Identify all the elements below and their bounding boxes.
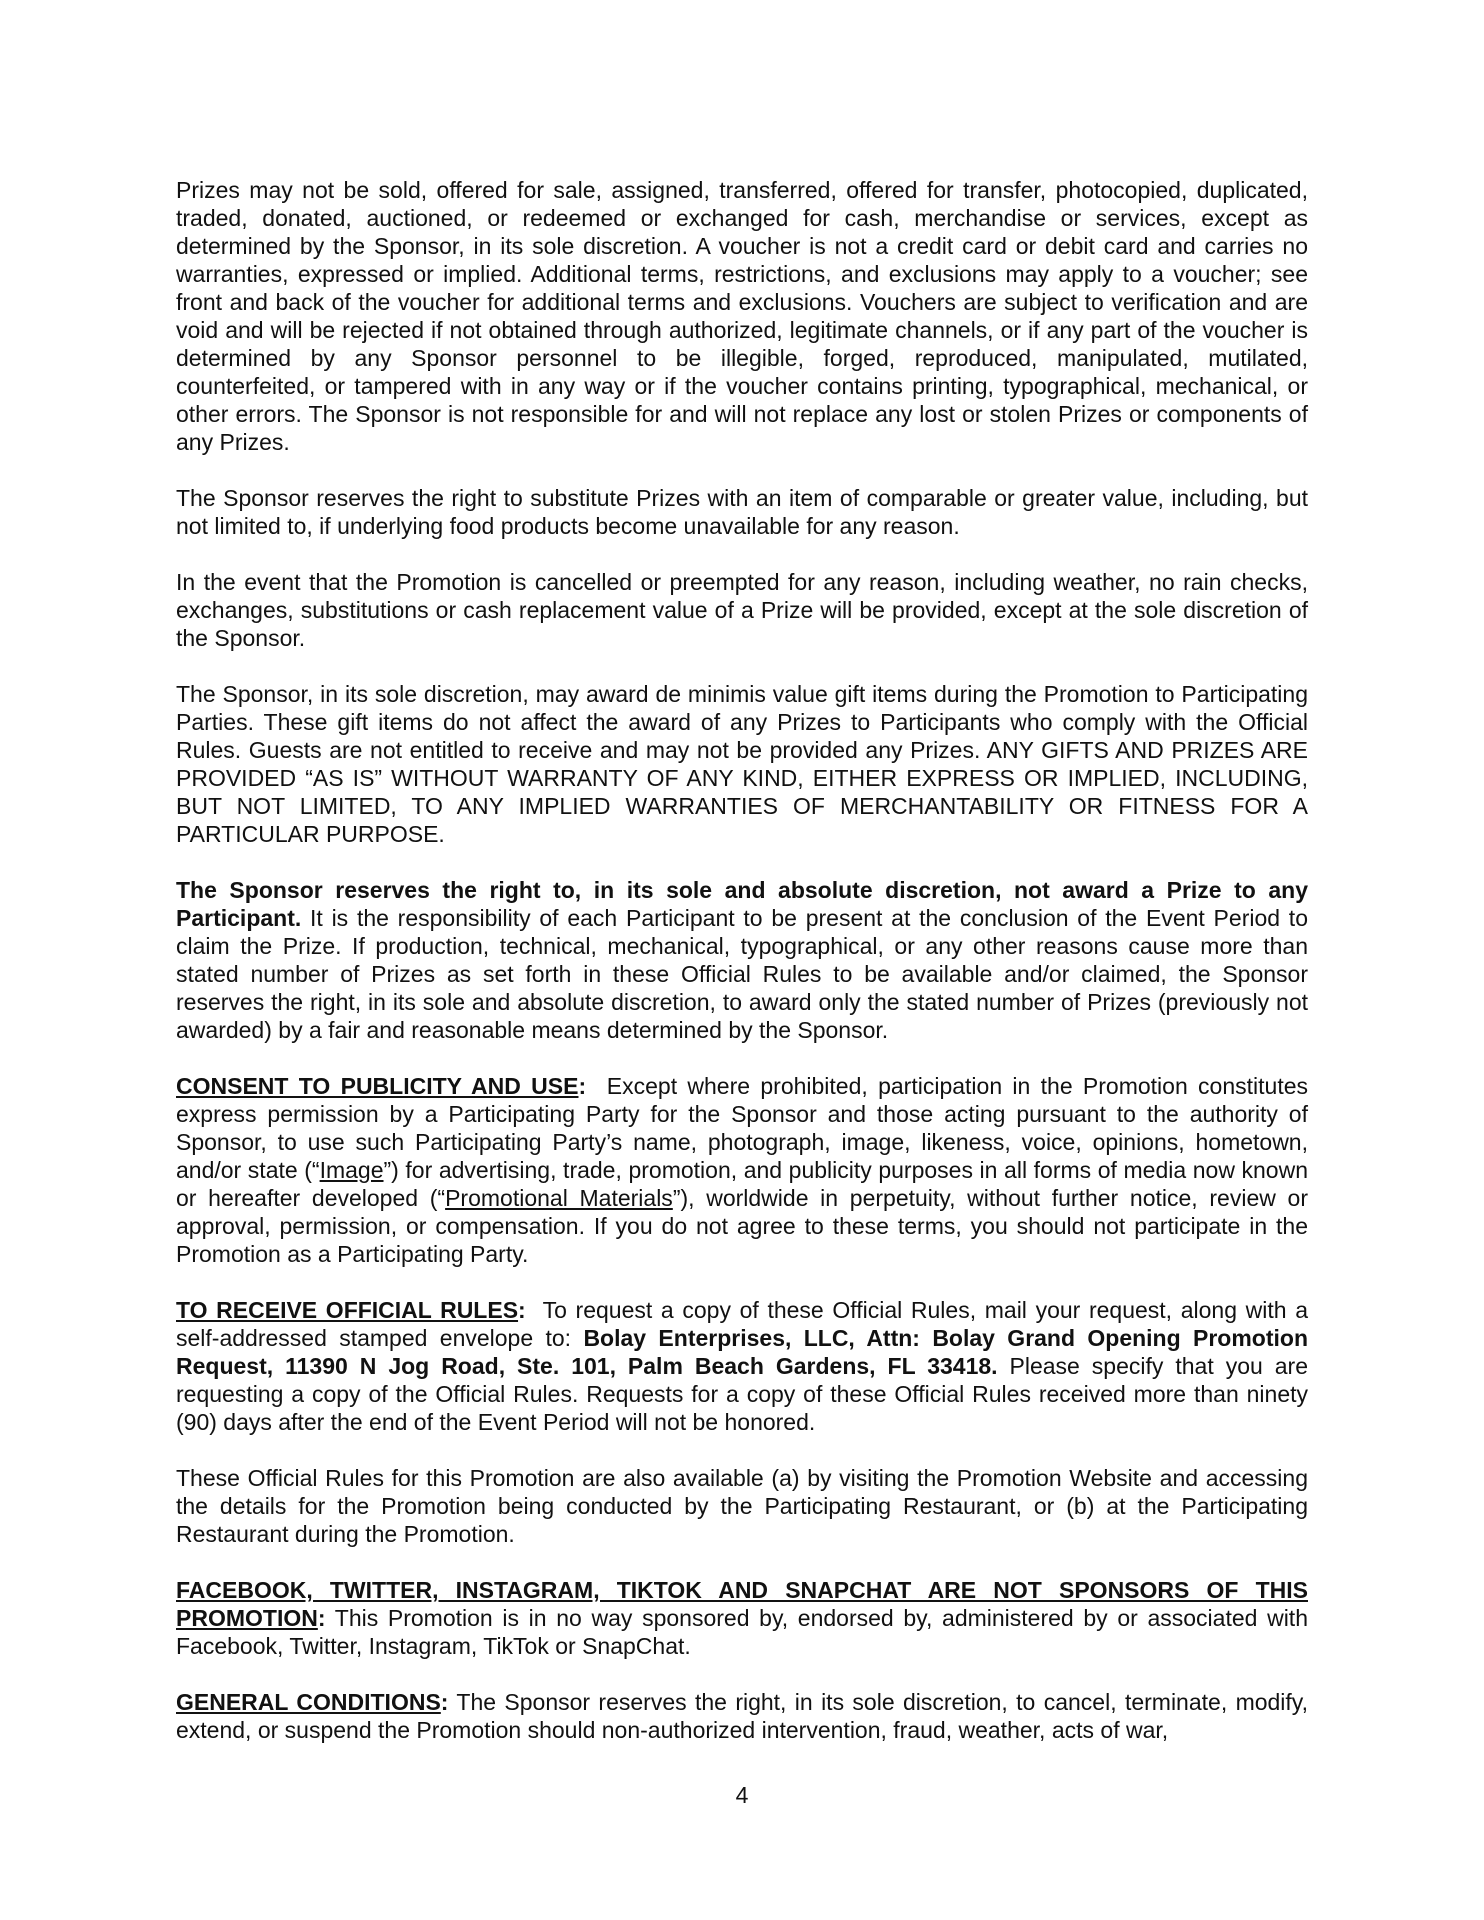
consent-text-part1: Except where prohibited, participation in the Promotion constitutes express permission by a Participating Party for the Sponsor and those acting pursuant to the authority of Sponsor, to use such Participating Party’s name, photograph, image, likeness, voice, opinions, hometown, and/or state (“	[176, 1073, 1315, 1183]
document-page	[176, 176, 1315, 1772]
receive-rules-heading: TO RECEIVE OFFICIAL RULES	[176, 1297, 519, 1323]
consent-text-part2: ”) for advertising, trade, promotion, and publicity purposes in all forms of media now known or hereafter developed (“	[176, 1157, 1308, 1211]
consent-heading: CONSENT TO PUBLICITY AND USE	[176, 1073, 579, 1099]
substitute-paragraph: The Sponsor reserves the right to substitute Prizes with an item of comparable or greater value, including, but not limited to, if underlying food products become unavailable for any reason.	[176, 485, 1308, 539]
receive-rules-heading-colon: :	[518, 1297, 526, 1323]
prizes-paragraph: Prizes may not be sold, offered for sale, assigned, transferred, offered for transfer, photocopied, duplicated, traded, donated, auctioned, or redeemed or exchanged for cash, merchandise or services, except as determined by the Sponsor, in its sole discretion. A voucher is not a credit card or debit card and carries no warranties, expressed or implied. Additional terms, restrictions, and exclusions may apply to a voucher; see front and back of the voucher for additional terms and exclusions. Vouchers are subject to verification and are void and will be rejected if not obtained through authorized, legitimate channels, or if any part of the voucher is determined by any Sponsor personnel to be illegible, forged, reproduced, manipulated, mutilated, counterfeited, or tampered with in any way or if the voucher contains printing, typographical, mechanical, or other errors. The Sponsor is not responsible for and will not replace any lost or stolen Prizes or components of any Prizes.	[176, 177, 1308, 455]
receive-rules-text-part2: Please specify that you are requesting a copy of the Official Rules. Requests for a copy of these Official Rules received more than ninety (90) days after the end of the Event Period will not be honored.	[176, 1353, 1308, 1435]
consent-text-part3: ”), worldwide in perpetuity, without further notice, review or approval, permission, or compensation. If you do not agree to these terms, you should not participate in the Promotion as a Participating Party.	[176, 1185, 1308, 1267]
consent-heading-colon: :	[578, 1073, 587, 1099]
general-conditions-text: The Sponsor reserves the right, in its sole discretion, to cancel, terminate, modify, extend, or suspend the Promotion should non-authorized intervention, fraud, weather, acts of war,	[176, 1689, 1308, 1743]
social-media-paragraph	[176, 1576, 1308, 1660]
social-media-heading-colon: :	[317, 1605, 326, 1631]
cancellation-paragraph: In the event that the Promotion is cancelled or preempted for any reason, including weather, no rain checks, exchanges, substitutions or cash replacement value of a Prize will be provided, except at the sole discretion of the Sponsor.	[176, 569, 1308, 651]
receive-rules-text-part1: To request a copy of these Official Rules, mail your request, along with a self-addressed stamped envelope to:	[176, 1297, 1315, 1351]
social-media-heading: FACEBOOK, TWITTER, INSTAGRAM, TIKTOK AND SNAPCHAT ARE NOT SPONSORS OF THIS PROMOTION	[176, 1577, 1308, 1631]
not-award-paragraph	[176, 876, 1308, 1044]
gifts-paragraph: The Sponsor, in its sole discretion, may award de minimis value gift items during the Promotion to Participating Parties. These gift items do not affect the award of any Prizes to Participants who comply with the Official Rules. Guests are not entitled to receive and may not be provided any Prizes. ANY GIFTS AND PRIZES ARE PROVIDED “AS IS” WITHOUT WARRANTY OF ANY KIND, EITHER EXPRESS OR IMPLIED, INCLUDING, BUT NOT LIMITED, TO ANY IMPLIED WARRANTIES OF MERCHANTABILITY OR FITNESS FOR A PARTICULAR PURPOSE.	[176, 681, 1308, 847]
not-award-bold-statement: The Sponsor reserves the right to, in its sole and absolute discretion, not award a Prize to any Participant.	[176, 877, 1308, 931]
social-media-text: This Promotion is in no way sponsored by, endorsed by, administered by or associated with Facebook, Twitter, Instagram, TikTok or SnapChat.	[176, 1605, 1308, 1659]
mailing-address: Bolay Enterprises, LLC, Attn: Bolay Grand Opening Promotion Request, 11390 N Jog Road, Ste. 101, Palm Beach Gardens, FL 33418.	[176, 1325, 1309, 1379]
general-conditions-paragraph	[176, 1688, 1308, 1744]
general-conditions-heading-colon: :	[440, 1689, 449, 1715]
page-number: 4	[735, 1782, 749, 1808]
receive-rules-paragraph	[176, 1296, 1315, 1436]
not-award-text: It is the responsibility of each Participant to be present at the conclusion of the Event Period to claim the Prize. If production, technical, mechanical, typographical, or any other reasons cause more than stated number of Prizes as set forth in these Official Rules to be available and/or claimed, the Sponsor reserves the right, in its sole and absolute discretion, to award only the stated number of Prizes (previously not awarded) by a fair and reasonable means determined by the Sponsor.	[176, 905, 1308, 1043]
general-conditions-heading: GENERAL CONDITIONS	[176, 1689, 441, 1715]
consent-term-image: Image	[319, 1157, 384, 1183]
consent-term-promotional-materials: Promotional Materials	[445, 1185, 673, 1211]
availability-paragraph: These Official Rules for this Promotion are also available (a) by visiting the Promotion Website and accessing the details for the Promotion being conducted by the Participating Restaurant, or (b) at the Participating Restaurant during the Promotion.	[176, 1465, 1308, 1547]
consent-paragraph	[176, 1072, 1315, 1268]
